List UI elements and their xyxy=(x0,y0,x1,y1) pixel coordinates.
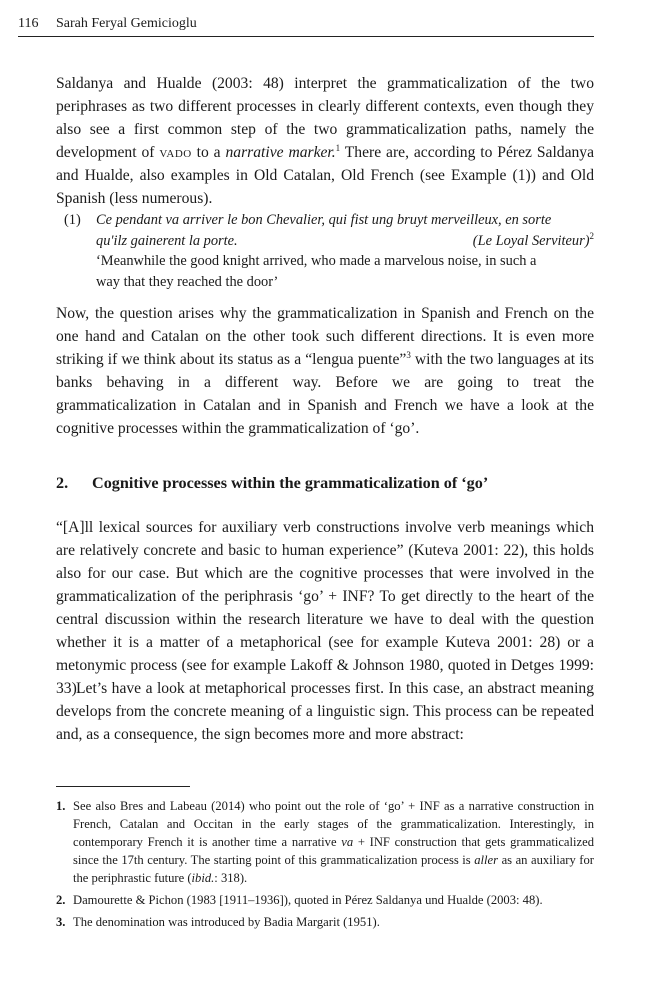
example-translation-1: ‘Meanwhile the good knight arrived, who made a marvelous noise, in such a xyxy=(96,253,537,269)
paragraph-3: “[A]ll lexical sources for auxiliary verb constructions involve verb meanings which are relatively concrete and basic to human experience” (Kuteva 2001: 22), this holds also for our case. But which are the cognitive processes that were involved in the grammaticalization of the periphrasis ‘go’ + INF? To get directly to the heart of the central discussion within the research literature we have to deal with the question whether it is a matter of a metaphorical (see for example Kuteva 2001: 28) or a metonymic process (see for example Lakoff & Johnson 1980, quoted in Detges 1999: 33). xyxy=(56,519,594,697)
footnote-2-text: Damourette & Pichon (1983 [1911–1936]), quoted in Pérez Saldanya und Hualde (2003: 48). xyxy=(73,893,543,907)
paragraph-4-text: Let’s have a look at metaphorical processes first. In this case, an abstract meaning develops from the concrete meaning of a linguistic sign. This process can be repeated and, as a consequence, the sign becomes more and more abstract: xyxy=(56,680,594,743)
small-caps-vado: vado xyxy=(159,144,192,161)
footnote-number: 1. xyxy=(56,799,66,813)
paragraph-1-text-c: There are, according to Pérez Saldanya and Hualde, also examples in Old Catalan, Old French (see Example (1)) and Old Spanish (less numerous). xyxy=(56,144,595,207)
paragraph-4 xyxy=(56,677,594,746)
footnote-divider xyxy=(56,786,190,787)
footnote-1-text-b: + INF construction that gets grammaticalized since the 17th century. The starting point of this grammaticalization process is xyxy=(73,835,594,867)
example-number: (1) xyxy=(64,212,81,228)
section-number: 2. xyxy=(56,474,69,492)
paragraph-2 xyxy=(56,302,594,440)
running-head-author: Sarah Feryal Gemicioglu xyxy=(56,16,197,31)
running-head xyxy=(18,14,594,37)
footnote-number: 2. xyxy=(56,893,66,907)
footnote-1-italic-ibid: ibid. xyxy=(191,871,215,885)
footnote-3-text: The denomination was introduced by Badia Margarit (1951). xyxy=(73,915,380,929)
footnote-ref-3[interactable]: 3 xyxy=(406,349,411,360)
footnote-number: 3. xyxy=(56,915,66,929)
footnote-3 xyxy=(56,913,594,931)
section-title: Cognitive processes within the grammaticalization of ‘go’ xyxy=(92,474,489,492)
paragraph-2-text-b: with the two languages at its banks behaving in a different way. Before we are going to treat the grammaticalization in Catalan and in Spanish and French we have a look at the cognitive processes within the grammaticalization of ‘go’. xyxy=(56,351,594,437)
narrative-marker-term: narrative marker. xyxy=(225,144,336,161)
example-translation-2: way that they reached the door’ xyxy=(96,273,279,290)
paragraph-1-text-a: Saldanya and Hualde (2003: 48) interpret the grammaticalization of the two periphrases as two different processes in clearly different contexts, even though they also see a first common step of the two grammaticalization paths, namely the development of xyxy=(56,75,594,161)
footnote-ref-2[interactable]: 2 xyxy=(589,230,594,241)
example-source-text: (Le Loyal Serviteur) xyxy=(472,232,590,249)
footnote-1-italic-aller: aller xyxy=(474,853,499,867)
example-line-2-text: qu'ilz gainerent la porte. xyxy=(96,232,238,249)
footnote-ref-1[interactable]: 1 xyxy=(335,142,341,153)
footnote-1-text-d: : 318). xyxy=(214,871,248,885)
footnote-2 xyxy=(56,891,594,909)
paragraph-1-text-b: to a xyxy=(191,144,226,161)
footnote-1 xyxy=(56,797,594,887)
example-line-1: Ce pendant va arriver le bon Chevalier, qui fist ung bruyt merveilleux, en sorte xyxy=(96,212,552,228)
footnote-1-text-a: See also Bres and Labeau (2014) who point out the role of ‘go’ + INF as a narrative construction in French, Catalan and Occitan in the early stages of the grammaticalization. Interestingly, in contemporary French it is another time a narrative xyxy=(73,799,594,849)
footnotes xyxy=(56,797,594,935)
paragraph-2-text-a: Now, the question arises why the grammaticalization in Spanish and French on the one hand and Catalan on the other took such different directions. It is even more striking if we think about its status as a “lengua puente” xyxy=(56,305,594,368)
footnote-1-italic-va: va xyxy=(341,835,354,849)
paragraph-1 xyxy=(56,72,594,210)
footnote-1-text-c: as an auxiliary for the periphrastic future ( xyxy=(73,853,594,885)
example-source xyxy=(473,231,594,252)
example-line-2 xyxy=(96,231,594,252)
page-number: 116 xyxy=(18,16,39,31)
example-body xyxy=(96,210,594,292)
